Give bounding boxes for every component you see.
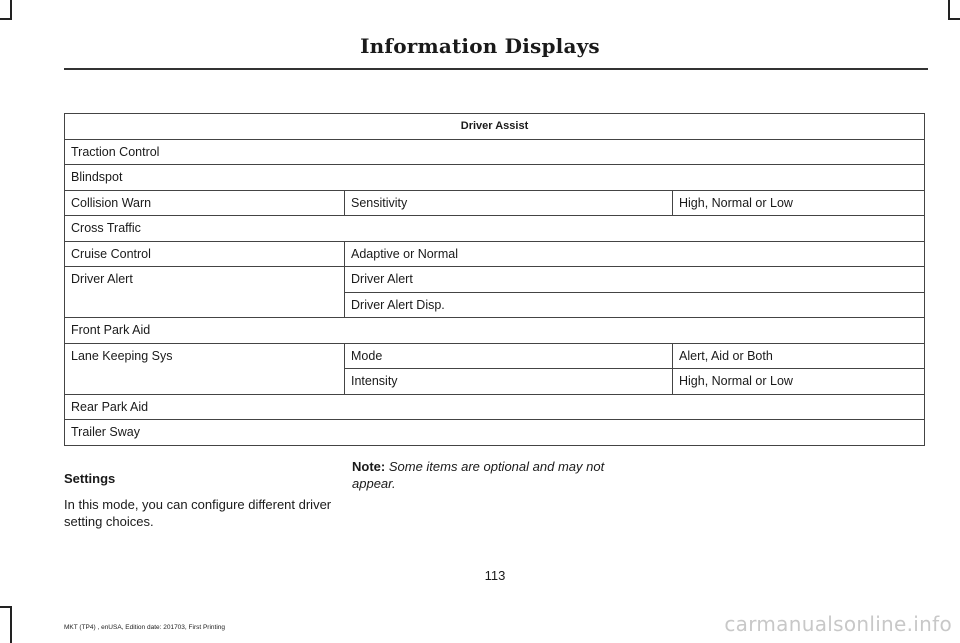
table-row [65, 267, 925, 293]
menu-item: Traction Control [65, 139, 925, 165]
table-heading: Driver Assist [65, 114, 925, 140]
page-title: Information Displays [360, 34, 600, 58]
driver-assist-table [64, 113, 925, 446]
menu-options: High, Normal or Low [673, 190, 925, 216]
table-row [65, 318, 925, 344]
menu-options: High, Normal or Low [673, 369, 925, 395]
menu-item: Cruise Control [65, 241, 345, 267]
menu-setting: Sensitivity [345, 190, 673, 216]
settings-heading: Settings [64, 471, 116, 486]
table-row [65, 420, 925, 446]
menu-item: Driver Alert [65, 267, 345, 318]
menu-options: Alert, Aid or Both [673, 343, 925, 369]
watermark[interactable]: carmanualsonline.info [724, 612, 952, 636]
menu-setting: Intensity [345, 369, 673, 395]
table-row [65, 139, 925, 165]
table-row [65, 190, 925, 216]
table-header-row [65, 114, 925, 140]
menu-setting: Driver Alert [345, 267, 925, 293]
menu-item: Cross Traffic [65, 216, 925, 242]
menu-setting: Adaptive or Normal [345, 241, 925, 267]
header-divider [64, 68, 928, 70]
settings-paragraph: In this mode, you can configure different driver setting choices. [64, 497, 332, 529]
table-row [65, 165, 925, 191]
menu-item: Blindspot [65, 165, 925, 191]
note-text: Some items are optional and may not appear. [352, 459, 605, 491]
crop-mark-top-left [0, 18, 12, 20]
crop-mark-top-left [10, 0, 12, 18]
table-row [65, 216, 925, 242]
menu-item: Front Park Aid [65, 318, 925, 344]
table-row [65, 394, 925, 420]
crop-mark-top-right [948, 18, 960, 20]
menu-item: Collision Warn [65, 190, 345, 216]
menu-setting: Driver Alert Disp. [345, 292, 925, 318]
print-footer: MKT (TP4) , enUSA, Edition date: 201703, First Printing [64, 624, 226, 631]
page-number: 113 [484, 568, 506, 583]
note [352, 458, 642, 492]
menu-item: Trailer Sway [65, 420, 925, 446]
table-row [65, 241, 925, 267]
table-row [65, 343, 925, 369]
menu-setting: Mode [345, 343, 673, 369]
crop-mark-bottom-left [10, 606, 12, 643]
menu-item: Rear Park Aid [65, 394, 925, 420]
crop-mark-top-right [948, 0, 950, 18]
menu-item: Lane Keeping Sys [65, 343, 345, 394]
note-label: Note: [352, 459, 386, 474]
